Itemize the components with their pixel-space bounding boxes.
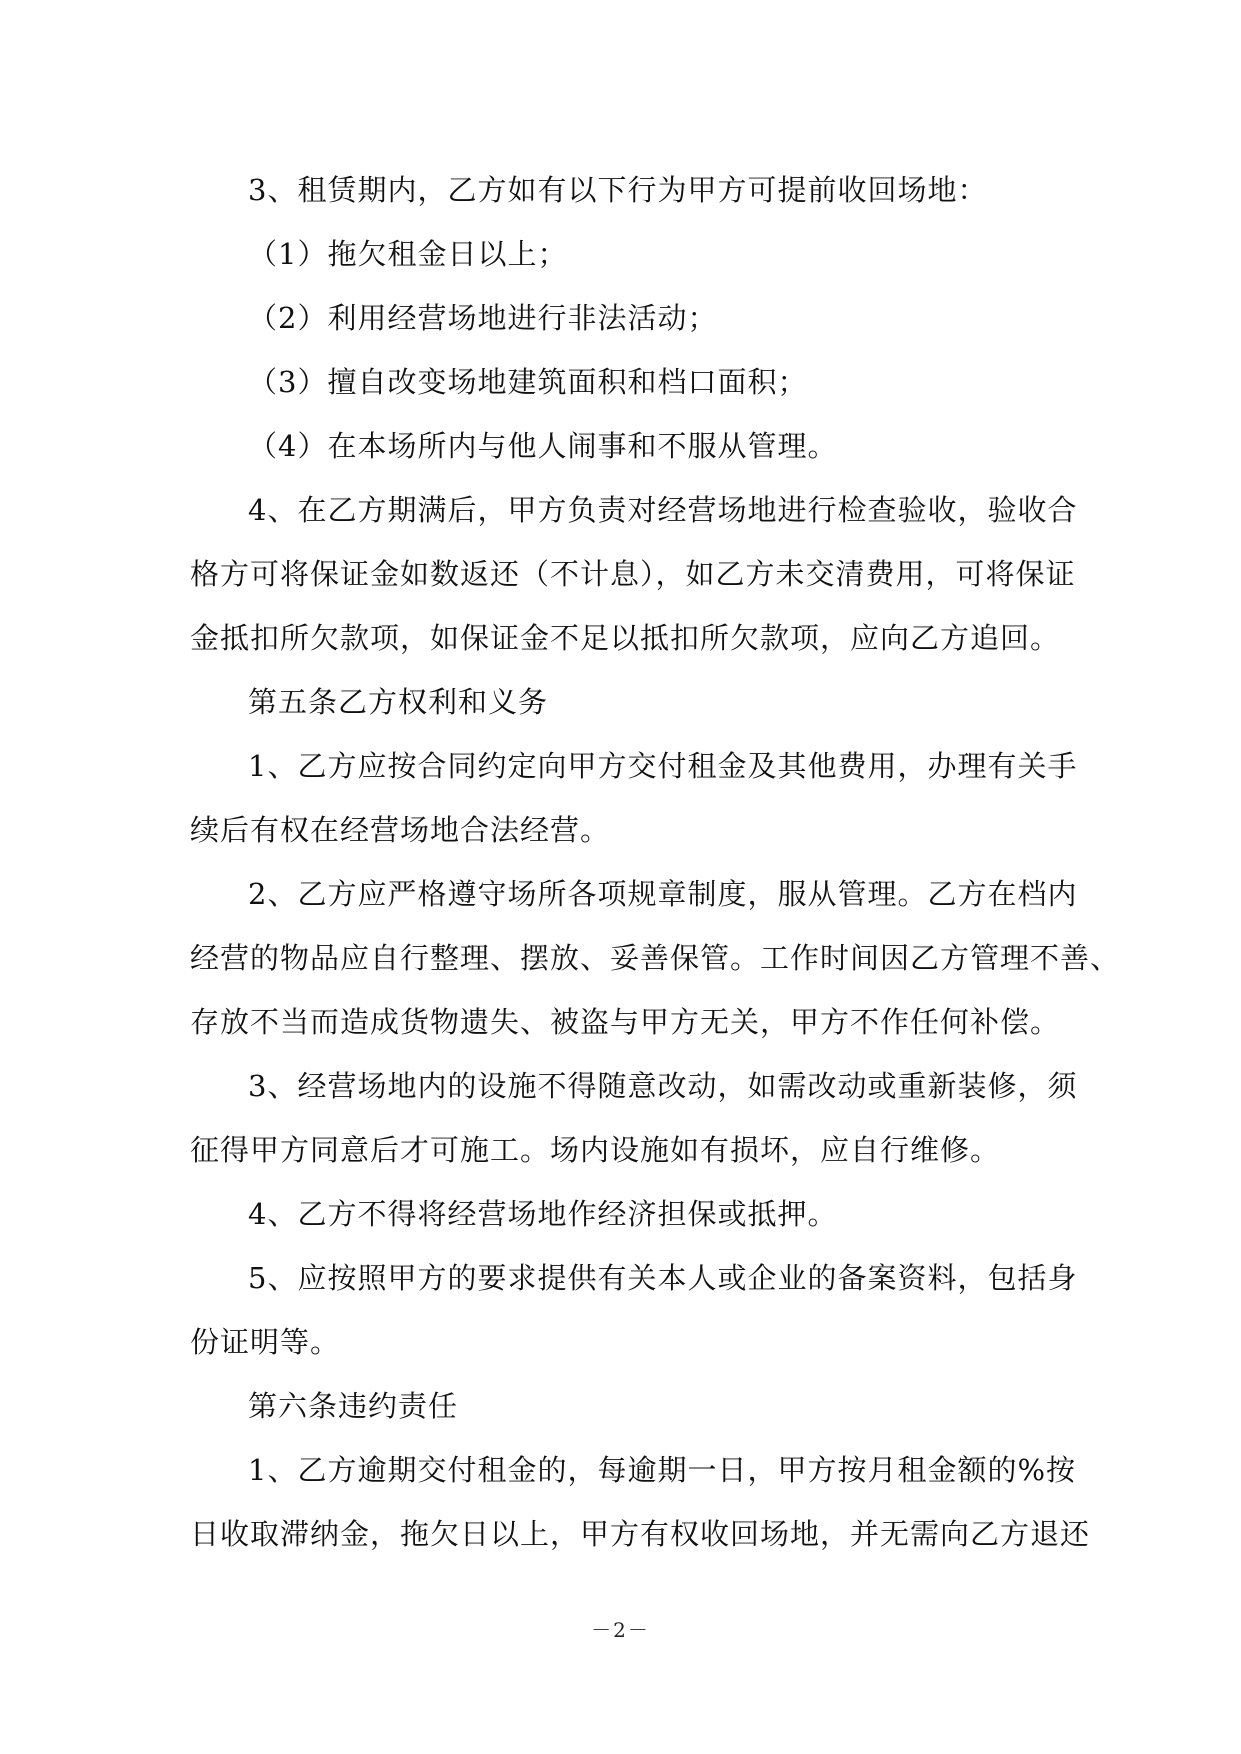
article-5-item-2-line-1: 2、乙方应严格遵守场所各项规章制度，服从管理。乙方在档内 xyxy=(248,877,1078,911)
clause-3-heading: 3、租赁期内，乙方如有以下行为甲方可提前收回场地： xyxy=(248,173,988,207)
article-5-item-5-line-2: 份证明等。 xyxy=(190,1325,341,1359)
article-5-item-2-line-2: 经营的物品应自行整理、摆放、妥善保管。工作时间因乙方管理不善、 xyxy=(190,941,1121,975)
article-6-heading: 第六条违约责任 xyxy=(248,1389,459,1423)
page-number: －2－ xyxy=(591,1618,650,1642)
article-5-item-5-line-1: 5、应按照甲方的要求提供有关本人或企业的备案资料，包括身 xyxy=(248,1261,1078,1295)
clause-4-line-1: 4、在乙方期满后，甲方负责对经营场地进行检查验收，验收合 xyxy=(248,493,1078,527)
list-item-3: （3）擅自改变场地建筑面积和档口面积； xyxy=(248,365,808,399)
article-5-item-2-line-3: 存放不当而造成货物遗失、被盗与甲方无关，甲方不作任何补偿。 xyxy=(190,1005,1061,1039)
article-6-item-1-line-1: 1、乙方逾期交付租金的，每逾期一日，甲方按月租金额的%按 xyxy=(248,1453,1077,1487)
article-5-item-1-line-1: 1、乙方应按合同约定向甲方交付租金及其他费用，办理有关手 xyxy=(248,749,1078,783)
article-5-heading: 第五条乙方权利和义务 xyxy=(248,685,549,719)
document-body xyxy=(190,158,1121,1566)
article-5-item-3-line-1: 3、经营场地内的设施不得随意改动，如需改动或重新装修，须 xyxy=(248,1069,1078,1103)
article-5-item-3-line-2: 征得甲方同意后才可施工。场内设施如有损坏，应自行维修。 xyxy=(190,1133,1001,1167)
clause-4-line-2: 格方可将保证金如数返还（不计息），如乙方未交清费用，可将保证 xyxy=(190,557,1076,591)
list-item-2: （2）利用经营场地进行非法活动； xyxy=(248,301,718,335)
article-6-item-1-line-2: 日收取滞纳金，拖欠日以上，甲方有权收回场地，并无需向乙方退还 xyxy=(190,1517,1091,1551)
article-5-item-4: 4、乙方不得将经营场地作经济担保或抵押。 xyxy=(248,1197,838,1231)
list-item-1: （1）拖欠租金日以上； xyxy=(248,237,568,271)
clause-4-line-3: 金抵扣所欠款项，如保证金不足以抵扣所欠款项，应向乙方追回。 xyxy=(190,621,1061,655)
list-item-4: （4）在本场所内与他人闹事和不服从管理。 xyxy=(248,429,838,463)
article-5-item-1-line-2: 续后有权在经营场地合法经营。 xyxy=(190,813,611,847)
